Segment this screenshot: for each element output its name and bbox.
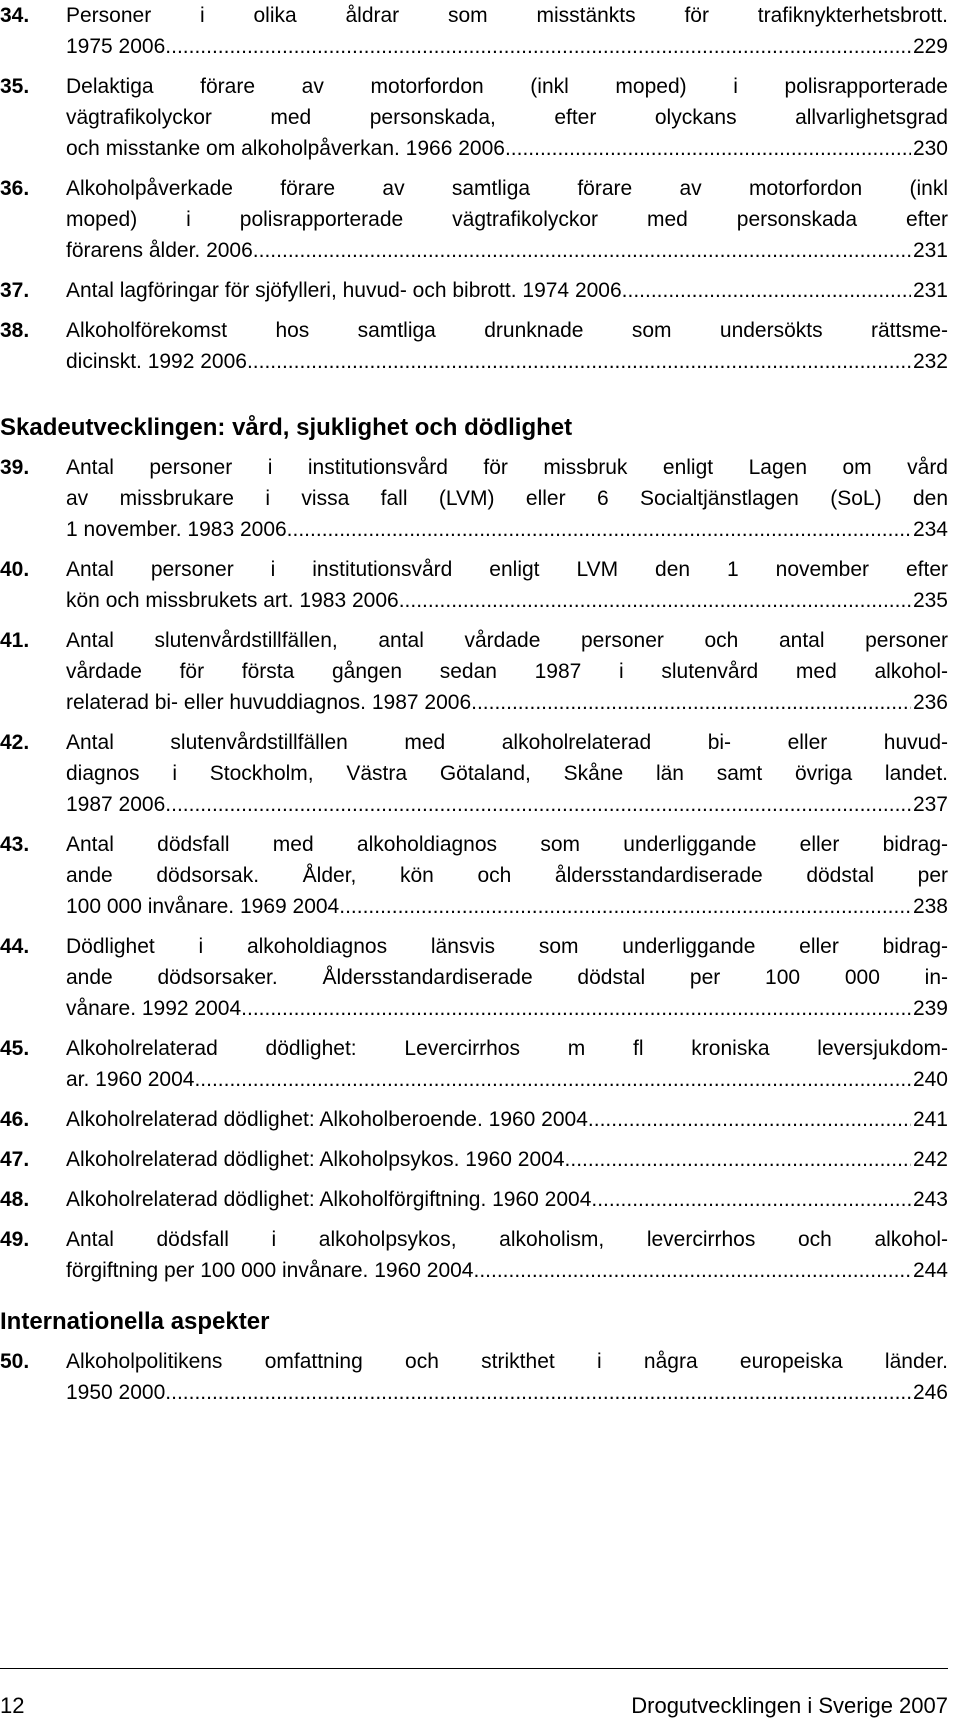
toc-entry-title-line: 100 000 invånare. 1969 2004. [66,895,346,918]
toc-entry-page-number: 230 [912,137,948,160]
toc-entry-title-line: Alkoholrelaterad dödlighet: Alkoholberoende. 1960 2004. [66,1108,594,1131]
toc-entry-page-number: 246 [912,1381,948,1404]
toc-entry-title-line: 1975 2006. [66,35,172,58]
toc-entry-title-line: ar. 1960 2004. [66,1068,201,1091]
toc-entry-title-line: 1 november. 1983 2006. [66,518,293,541]
toc-entry-title-line: Antal lagföringar för sjöfylleri, huvud- och bibrott. 1974 2006. [66,279,628,302]
toc-entry[interactable] [0,554,948,616]
dot-leader [479,1255,911,1286]
toc-entry[interactable] [0,0,948,62]
toc-entry-title-line: Dödlighet i alkoholdiagnos länsvis som underliggande eller bidrag- [66,935,948,958]
toc-entry-page-number: 244 [912,1259,948,1282]
toc-entry-page-number: 229 [912,35,948,58]
toc-entry-number: 40. [0,558,30,581]
toc-entry-title-line: Alkoholpåverkade förare av samtliga förare av motorfordon (inkl [66,177,948,200]
toc-entry-page-number: 231 [912,279,948,302]
toc-entry[interactable] [0,275,948,306]
toc-entry-number: 37. [0,279,30,302]
dot-leader [345,891,911,922]
dot-leader [405,585,911,616]
toc-entry-number: 38. [0,319,30,342]
dot-leader [171,1377,911,1408]
toc-entry[interactable] [0,1346,948,1408]
toc-entry-page-number: 238 [912,895,948,918]
dot-leader [247,993,911,1024]
toc-entry-title-line: Alkoholrelaterad dödlighet: Alkoholpsykos. 1960 2004. [66,1148,571,1171]
toc-entry-title-line: ande dödsorsak. Ålder, kön och åldersstandardiserade dödstal per [66,864,948,887]
toc-entry-title-line: kön och missbrukets art. 1983 2006. [66,589,405,612]
dot-leader [594,1104,911,1135]
dot-leader [200,1064,911,1095]
toc-entry-title-line: vägtrafikolyckor med personskada, efter olyckans allvarlighetsgrad [66,106,948,129]
toc-entry-number: 49. [0,1228,30,1251]
toc-entry[interactable] [0,1033,948,1095]
toc-entry-title-line: 1950 2000. [66,1381,172,1404]
toc-entry-number: 48. [0,1188,30,1211]
toc-entry-title-line: dicinskt. 1992 2006 [66,350,247,373]
toc-entry-page-number: 237 [912,793,948,816]
toc-entry[interactable] [0,1104,948,1135]
toc-entry[interactable] [0,829,948,922]
toc-entry-title-line: Antal personer i institutionsvård för missbruk enligt Lagen om vård [66,456,948,479]
toc-entry-title-line: förarens ålder. 2006. [66,239,259,262]
toc-entry-number: 36. [0,177,30,200]
toc-entry-title-line: vårdade för första gången sedan 1987 i slutenvård med alkohol- [66,660,948,683]
toc-entry-title-line: Antal slutenvårdstillfällen med alkoholrelaterad bi- eller huvud- [66,731,948,754]
toc-entry-title-line: Alkoholförekomst hos samtliga drunknade som undersökts rättsme- [66,319,948,342]
toc-entry-title-line: och misstanke om alkoholpåverkan. 1966 2006. [66,137,511,160]
dot-leader [293,514,911,545]
dot-leader [247,346,911,377]
footer-publication-title: Drogutvecklingen i Sverige 2007 [631,1693,948,1718]
toc-entry-number: 43. [0,833,30,856]
toc-entry-title-line: relaterad bi- eller huvuddiagnos. 1987 2006. [66,691,477,714]
toc-entry[interactable] [0,1144,948,1175]
toc-entry-title-line: förgiftning per 100 000 invånare. 1960 2004. [66,1259,480,1282]
toc-entry-page-number: 239 [912,997,948,1020]
dot-leader [171,31,911,62]
dot-leader [628,275,911,306]
toc-entry-title-line: Antal dödsfall med alkoholdiagnos som underliggande eller bidrag- [66,833,948,856]
dot-leader [570,1144,911,1175]
toc-entry-number: 35. [0,75,30,98]
toc-entry-title-line: Alkoholrelaterad dödlighet: Levercirrhos m fl kroniska leversjukdom- [66,1037,948,1060]
toc-entry-title-line: av missbrukare i vissa fall (LVM) eller 6 Socialtjänstlagen (SoL) den [66,487,948,510]
toc-entry-page-number: 236 [912,691,948,714]
toc-entry-page-number: 235 [912,589,948,612]
toc-entry-page-number: 232 [912,350,948,373]
toc-entry-page-number: 231 [912,239,948,262]
toc-entry[interactable] [0,931,948,1024]
toc-entry[interactable] [0,315,948,377]
toc-entry-title-line: Personer i olika åldrar som misstänkts för trafiknykterhetsbrott. [66,4,948,27]
toc-entry-number: 39. [0,456,30,479]
footer-divider [0,1668,948,1669]
toc-entry-page-number: 240 [912,1068,948,1091]
toc-entry-title-line: diagnos i Stockholm, Västra Götaland, Skåne län samt övriga landet. [66,762,948,785]
toc-entry-number: 44. [0,935,30,958]
footer-page-number: 12 [0,1693,25,1718]
toc-entry-number: 47. [0,1148,30,1171]
toc-entry[interactable] [0,71,948,164]
toc-entry-title-line: Antal personer i institutionsvård enligt LVM den 1 november efter [66,558,948,581]
toc-entry-number: 45. [0,1037,30,1060]
toc-entry-page-number: 243 [912,1188,948,1211]
section-heading-health: Skadeutvecklingen: vård, sjuklighet och dödlighet [0,414,573,441]
toc-entry-title-line: ande dödsorsaker. Åldersstandardiserade dödstal per 100 000 in- [66,966,948,989]
toc-entry-number: 46. [0,1108,30,1131]
toc-entry-title-line: Antal dödsfall i alkoholpsykos, alkoholism, levercirrhos och alkohol- [66,1228,948,1251]
toc-entry[interactable] [0,452,948,545]
dot-leader [597,1184,911,1215]
toc-entry-number: 50. [0,1350,30,1373]
toc-entry[interactable] [0,625,948,718]
toc-entry[interactable] [0,1184,948,1215]
toc-entry-page-number: 241 [912,1108,948,1131]
toc-entry-page-number: 242 [912,1148,948,1171]
toc-entry-title-line: vånare. 1992 2004. [66,997,247,1020]
toc-entry[interactable] [0,173,948,266]
toc-entry-title-line: 1987 2006. [66,793,172,816]
toc-entry-title-line: Delaktiga förare av motorfordon (inkl moped) i polisrapporterade [66,75,948,98]
dot-leader [171,789,911,820]
toc-entry-title-line: Alkoholrelaterad dödlighet: Alkoholförgiftning. 1960 2004. [66,1188,598,1211]
dot-leader [511,133,911,164]
section-heading-international: Internationella aspekter [0,1308,270,1335]
toc-entry-number: 41. [0,629,30,652]
toc-entry-title-line: Alkoholpolitikens omfattning och strikthet i några europeiska länder. [66,1350,948,1373]
dot-leader [259,235,911,266]
dot-leader [477,687,911,718]
toc-entry-page-number: 234 [912,518,948,541]
toc-entry[interactable] [0,1224,948,1286]
toc-entry-number: 34. [0,4,30,27]
toc-entry-title-line: moped) i polisrapporterade vägtrafikolyckor med personskada efter [66,208,948,231]
toc-entry[interactable] [0,727,948,820]
toc-entry-number: 42. [0,731,30,754]
toc-entry-title-line: Antal slutenvårdstillfällen, antal vårdade personer och antal personer [66,629,948,652]
